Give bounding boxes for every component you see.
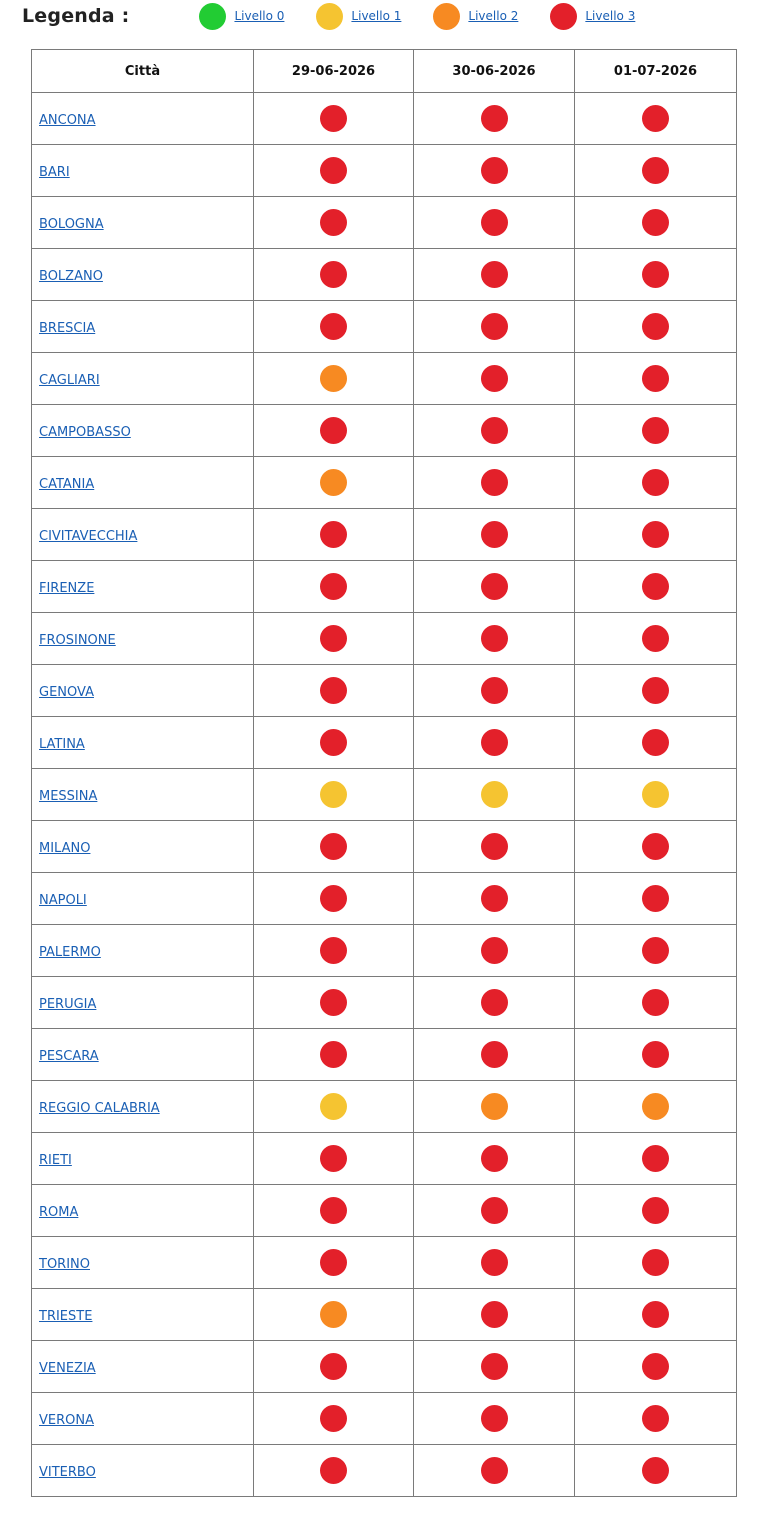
city-cell xyxy=(32,1393,254,1445)
level-3-dot-icon xyxy=(642,1145,669,1172)
city-link[interactable]: VERONA xyxy=(39,1413,94,1428)
level-3-dot-icon xyxy=(642,625,669,652)
level-cell xyxy=(575,1445,737,1497)
level-cell xyxy=(575,145,737,197)
city-link[interactable]: PESCARA xyxy=(39,1049,99,1064)
legend-item-livello-1[interactable] xyxy=(316,3,401,30)
level-3-dot-icon xyxy=(481,417,508,444)
table-row xyxy=(32,457,737,509)
level-cell xyxy=(575,1185,737,1237)
level-cell xyxy=(575,301,737,353)
level-cell xyxy=(414,665,575,717)
level-cell xyxy=(575,93,737,145)
level-3-dot-icon xyxy=(320,105,347,132)
level-cell xyxy=(254,925,414,977)
level-cell xyxy=(575,405,737,457)
level-2-dot-icon xyxy=(320,469,347,496)
level-3-dot-icon xyxy=(481,885,508,912)
level-1-dot-icon xyxy=(320,781,347,808)
city-link[interactable]: ANCONA xyxy=(39,113,96,128)
table-row xyxy=(32,1289,737,1341)
level-cell xyxy=(254,509,414,561)
level-3-dot-icon xyxy=(642,885,669,912)
level-3-dot-icon xyxy=(320,937,347,964)
level-cell xyxy=(575,561,737,613)
column-header-date-1: 29-06-2026 xyxy=(254,50,414,93)
level-3-dot-icon xyxy=(481,105,508,132)
level-1-dot-icon xyxy=(316,3,343,30)
level-3-dot-icon xyxy=(481,1145,508,1172)
legend-link-livello-2[interactable]: Livello 2 xyxy=(468,9,519,23)
level-3-dot-icon xyxy=(320,833,347,860)
city-cell xyxy=(32,1289,254,1341)
level-3-dot-icon xyxy=(642,469,669,496)
city-link[interactable]: TORINO xyxy=(39,1257,90,1272)
level-3-dot-icon xyxy=(642,365,669,392)
level-cell xyxy=(254,665,414,717)
city-link[interactable]: MESSINA xyxy=(39,789,98,804)
level-cell xyxy=(414,977,575,1029)
level-3-dot-icon xyxy=(320,1041,347,1068)
level-cell xyxy=(575,1029,737,1081)
level-cell xyxy=(575,1341,737,1393)
city-link[interactable]: BARI xyxy=(39,165,70,180)
level-2-dot-icon xyxy=(433,3,460,30)
level-3-dot-icon xyxy=(481,937,508,964)
city-cell xyxy=(32,509,254,561)
level-3-dot-icon xyxy=(320,573,347,600)
level-cell xyxy=(575,1393,737,1445)
city-cell xyxy=(32,353,254,405)
level-3-dot-icon xyxy=(320,313,347,340)
level-cell xyxy=(414,1081,575,1133)
level-2-dot-icon xyxy=(481,1093,508,1120)
city-cell xyxy=(32,925,254,977)
level-cell xyxy=(414,561,575,613)
level-cell xyxy=(254,873,414,925)
level-cell xyxy=(254,977,414,1029)
level-cell xyxy=(254,457,414,509)
table-row xyxy=(32,1029,737,1081)
table-row xyxy=(32,1341,737,1393)
city-link[interactable]: ROMA xyxy=(39,1205,79,1220)
legend-item-livello-0[interactable] xyxy=(199,3,284,30)
level-3-dot-icon xyxy=(481,1301,508,1328)
level-cell xyxy=(575,717,737,769)
level-3-dot-icon xyxy=(320,729,347,756)
table-row xyxy=(32,405,737,457)
city-cell xyxy=(32,1029,254,1081)
city-cell xyxy=(32,821,254,873)
level-3-dot-icon xyxy=(481,313,508,340)
level-3-dot-icon xyxy=(320,1457,347,1484)
level-3-dot-icon xyxy=(481,729,508,756)
city-cell xyxy=(32,1237,254,1289)
level-cell xyxy=(575,769,737,821)
city-cell xyxy=(32,1185,254,1237)
level-3-dot-icon xyxy=(642,729,669,756)
level-3-dot-icon xyxy=(320,157,347,184)
level-3-dot-icon xyxy=(320,1145,347,1172)
level-cell xyxy=(254,405,414,457)
city-link[interactable]: BOLOGNA xyxy=(39,217,104,232)
city-cell xyxy=(32,405,254,457)
city-link[interactable]: REGGIO CALABRIA xyxy=(39,1101,160,1116)
city-link[interactable]: GENOVA xyxy=(39,685,94,700)
level-cell xyxy=(254,93,414,145)
table-row xyxy=(32,1393,737,1445)
level-3-dot-icon xyxy=(320,1405,347,1432)
city-link[interactable]: BOLZANO xyxy=(39,269,103,284)
level-cell xyxy=(254,1445,414,1497)
table-row xyxy=(32,353,737,405)
city-cell xyxy=(32,145,254,197)
table-row xyxy=(32,1445,737,1497)
level-cell xyxy=(254,249,414,301)
city-cell xyxy=(32,561,254,613)
city-cell xyxy=(32,301,254,353)
level-1-dot-icon xyxy=(481,781,508,808)
level-3-dot-icon xyxy=(320,417,347,444)
level-cell xyxy=(254,1289,414,1341)
level-3-dot-icon xyxy=(481,1041,508,1068)
level-cell xyxy=(254,561,414,613)
column-header-city: Città xyxy=(32,50,254,93)
level-0-dot-icon xyxy=(199,3,226,30)
level-cell xyxy=(414,1185,575,1237)
level-3-dot-icon xyxy=(481,209,508,236)
level-cell xyxy=(254,1029,414,1081)
level-cell xyxy=(575,925,737,977)
level-3-dot-icon xyxy=(642,157,669,184)
level-3-dot-icon xyxy=(320,989,347,1016)
table-row xyxy=(32,197,737,249)
level-3-dot-icon xyxy=(481,677,508,704)
city-link[interactable]: FIRENZE xyxy=(39,581,95,596)
level-3-dot-icon xyxy=(642,313,669,340)
level-cell xyxy=(254,717,414,769)
level-cell xyxy=(575,1289,737,1341)
city-cell xyxy=(32,1445,254,1497)
city-cell xyxy=(32,93,254,145)
level-cell xyxy=(414,145,575,197)
level-3-dot-icon xyxy=(320,885,347,912)
level-cell xyxy=(414,769,575,821)
level-cell xyxy=(414,1393,575,1445)
level-cell xyxy=(414,1237,575,1289)
level-cell xyxy=(414,717,575,769)
table-row xyxy=(32,613,737,665)
table-header-row xyxy=(32,50,737,93)
level-3-dot-icon xyxy=(481,833,508,860)
level-cell xyxy=(414,249,575,301)
level-cell xyxy=(575,665,737,717)
level-3-dot-icon xyxy=(320,1197,347,1224)
level-3-dot-icon xyxy=(481,1405,508,1432)
table-row xyxy=(32,1081,737,1133)
level-1-dot-icon xyxy=(320,1093,347,1120)
level-3-dot-icon xyxy=(642,937,669,964)
level-cell xyxy=(414,1029,575,1081)
level-3-dot-icon xyxy=(481,157,508,184)
level-cell xyxy=(254,821,414,873)
level-3-dot-icon xyxy=(642,989,669,1016)
level-2-dot-icon xyxy=(320,365,347,392)
legend xyxy=(22,0,762,32)
level-cell xyxy=(414,925,575,977)
city-link[interactable]: VENEZIA xyxy=(39,1361,96,1376)
city-link[interactable]: BRESCIA xyxy=(39,321,96,336)
city-link[interactable]: VITERBO xyxy=(39,1465,96,1480)
level-cell xyxy=(414,93,575,145)
level-3-dot-icon xyxy=(642,105,669,132)
level-3-dot-icon xyxy=(642,1197,669,1224)
level-3-dot-icon xyxy=(642,833,669,860)
levels-table xyxy=(31,49,737,1497)
table-row xyxy=(32,977,737,1029)
city-cell xyxy=(32,613,254,665)
table-row xyxy=(32,717,737,769)
level-3-dot-icon xyxy=(642,1353,669,1380)
level-2-dot-icon xyxy=(642,1093,669,1120)
legend-link-livello-3[interactable]: Livello 3 xyxy=(585,9,636,23)
level-3-dot-icon xyxy=(550,3,577,30)
level-3-dot-icon xyxy=(320,1353,347,1380)
level-3-dot-icon xyxy=(320,209,347,236)
city-link[interactable]: LATINA xyxy=(39,737,85,752)
table-row xyxy=(32,561,737,613)
level-cell xyxy=(414,457,575,509)
level-cell xyxy=(575,613,737,665)
legend-link-livello-0[interactable]: Livello 0 xyxy=(234,9,285,23)
level-cell xyxy=(254,197,414,249)
table-row xyxy=(32,249,737,301)
level-3-dot-icon xyxy=(481,625,508,652)
level-cell xyxy=(254,353,414,405)
level-3-dot-icon xyxy=(481,1353,508,1380)
level-3-dot-icon xyxy=(481,261,508,288)
table-row xyxy=(32,665,737,717)
level-3-dot-icon xyxy=(481,469,508,496)
city-cell xyxy=(32,717,254,769)
city-cell xyxy=(32,665,254,717)
level-3-dot-icon xyxy=(320,625,347,652)
level-3-dot-icon xyxy=(642,677,669,704)
level-cell xyxy=(254,769,414,821)
level-cell xyxy=(414,873,575,925)
table-row xyxy=(32,769,737,821)
city-link[interactable]: RIETI xyxy=(39,1153,72,1168)
legend-link-livello-1[interactable]: Livello 1 xyxy=(351,9,402,23)
level-cell xyxy=(254,1393,414,1445)
level-cell xyxy=(254,301,414,353)
city-cell xyxy=(32,1133,254,1185)
city-link[interactable]: TRIESTE xyxy=(39,1309,93,1324)
level-cell xyxy=(575,977,737,1029)
level-3-dot-icon xyxy=(642,573,669,600)
level-cell xyxy=(254,1341,414,1393)
level-2-dot-icon xyxy=(320,1301,347,1328)
level-3-dot-icon xyxy=(642,261,669,288)
city-link[interactable]: PALERMO xyxy=(39,945,101,960)
level-cell xyxy=(575,1133,737,1185)
city-cell xyxy=(32,457,254,509)
city-link[interactable]: FROSINONE xyxy=(39,633,116,648)
city-link[interactable]: CATANIA xyxy=(39,477,95,492)
level-cell xyxy=(575,509,737,561)
column-header-date-2: 30-06-2026 xyxy=(414,50,575,93)
level-3-dot-icon xyxy=(481,365,508,392)
table-row xyxy=(32,821,737,873)
level-cell xyxy=(575,197,737,249)
table-row xyxy=(32,145,737,197)
level-cell xyxy=(254,1133,414,1185)
level-cell xyxy=(414,1133,575,1185)
level-3-dot-icon xyxy=(481,573,508,600)
city-cell xyxy=(32,249,254,301)
level-cell xyxy=(575,1237,737,1289)
city-cell xyxy=(32,977,254,1029)
level-cell xyxy=(414,613,575,665)
level-3-dot-icon xyxy=(320,521,347,548)
city-link[interactable]: CAMPOBASSO xyxy=(39,425,131,440)
level-cell xyxy=(575,1081,737,1133)
level-3-dot-icon xyxy=(642,417,669,444)
legend-item-livello-3[interactable] xyxy=(550,3,635,30)
city-cell xyxy=(32,197,254,249)
level-3-dot-icon xyxy=(481,1457,508,1484)
level-cell xyxy=(254,613,414,665)
level-cell xyxy=(575,353,737,405)
table-row xyxy=(32,1185,737,1237)
city-cell xyxy=(32,873,254,925)
level-cell xyxy=(414,1289,575,1341)
city-link[interactable]: CIVITAVECCHIA xyxy=(39,529,138,544)
level-3-dot-icon xyxy=(642,209,669,236)
table-row xyxy=(32,925,737,977)
level-cell xyxy=(414,405,575,457)
level-cell xyxy=(575,873,737,925)
table-body xyxy=(32,93,737,1497)
city-link[interactable]: CAGLIARI xyxy=(39,373,100,388)
level-3-dot-icon xyxy=(320,1249,347,1276)
level-3-dot-icon xyxy=(481,1249,508,1276)
table-row xyxy=(32,301,737,353)
level-3-dot-icon xyxy=(642,1405,669,1432)
level-3-dot-icon xyxy=(642,521,669,548)
level-3-dot-icon xyxy=(320,261,347,288)
table-row xyxy=(32,93,737,145)
level-cell xyxy=(414,353,575,405)
level-cell xyxy=(254,1081,414,1133)
legend-title: Legenda : xyxy=(22,5,130,27)
level-3-dot-icon xyxy=(481,989,508,1016)
level-3-dot-icon xyxy=(481,1197,508,1224)
level-cell xyxy=(414,821,575,873)
level-cell xyxy=(414,197,575,249)
level-3-dot-icon xyxy=(642,1301,669,1328)
city-cell xyxy=(32,1081,254,1133)
level-cell xyxy=(254,145,414,197)
level-cell xyxy=(414,509,575,561)
level-3-dot-icon xyxy=(642,1457,669,1484)
level-3-dot-icon xyxy=(320,677,347,704)
legend-item-livello-2[interactable] xyxy=(433,3,518,30)
table-row xyxy=(32,1133,737,1185)
level-cell xyxy=(414,301,575,353)
table-row xyxy=(32,873,737,925)
level-cell xyxy=(575,821,737,873)
level-3-dot-icon xyxy=(481,521,508,548)
city-link[interactable]: PERUGIA xyxy=(39,997,97,1012)
column-header-date-3: 01-07-2026 xyxy=(575,50,737,93)
level-3-dot-icon xyxy=(642,1249,669,1276)
level-cell xyxy=(575,249,737,301)
level-cell xyxy=(414,1341,575,1393)
level-cell xyxy=(414,1445,575,1497)
level-cell xyxy=(254,1185,414,1237)
level-3-dot-icon xyxy=(642,1041,669,1068)
table-row xyxy=(32,509,737,561)
level-cell xyxy=(254,1237,414,1289)
table-row xyxy=(32,1237,737,1289)
city-cell xyxy=(32,1341,254,1393)
city-cell xyxy=(32,769,254,821)
level-cell xyxy=(575,457,737,509)
city-link[interactable]: MILANO xyxy=(39,841,91,856)
level-1-dot-icon xyxy=(642,781,669,808)
city-link[interactable]: NAPOLI xyxy=(39,893,87,908)
